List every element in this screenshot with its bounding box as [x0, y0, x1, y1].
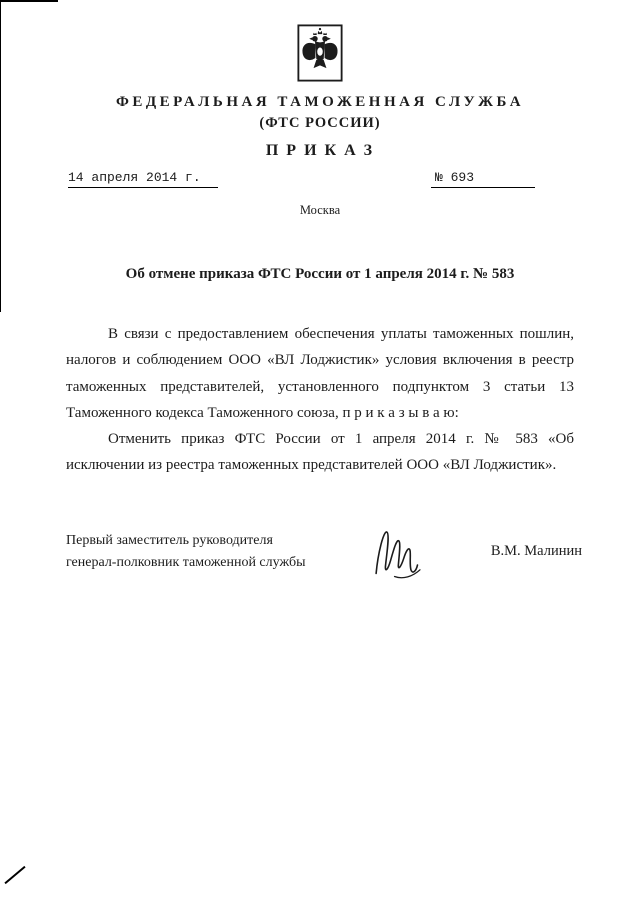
- signer-name: В.М. Малинин: [490, 543, 582, 559]
- scan-artifact-top: [0, 0, 58, 2]
- paragraph-order: Отменить приказ ФТС России от 1 апреля 2014 г. № 583 «Об исключении из реестра таможенных представителей ООО «ВЛ Лоджистик».: [66, 431, 574, 474]
- scan-artifact-left: [0, 0, 1, 312]
- scan-artifact-corner: [4, 866, 25, 884]
- date-number-row: [68, 170, 535, 188]
- handwritten-signature-icon: [305, 521, 490, 583]
- signer-position: [66, 530, 305, 573]
- document-date: 14 апреля 2014 г.: [68, 170, 218, 188]
- org-short-name: (ФТС РОССИИ): [259, 115, 381, 131]
- signature-block: [66, 521, 582, 583]
- signer-position-line2: генерал-полковник таможенной службы: [66, 554, 306, 570]
- city-label: Москва: [299, 203, 341, 217]
- org-name: ФЕДЕРАЛЬНАЯ ТАМОЖЕННАЯ СЛУЖБА: [115, 94, 525, 110]
- signer-position-line1: Первый заместитель руководителя: [66, 532, 273, 548]
- document-number: № 693: [431, 170, 535, 188]
- document-type: П Р И К А З: [265, 142, 375, 159]
- paragraph-preamble: В связи с предоставлением обеспечения уплаты таможенных пошлин, налогов и соблюдением ООО «ВЛ Лоджистик» условия включения в реестр таможенных представителей, установленного подпунктом 3 статьи 13 Таможенного кодекса Таможенного союза, п р и к а з ы в а ю:: [66, 326, 574, 421]
- document-title: Об отмене приказа ФТС России от 1 апреля 2014 г. № 583: [125, 266, 515, 282]
- coat-of-arms-icon: [297, 24, 343, 82]
